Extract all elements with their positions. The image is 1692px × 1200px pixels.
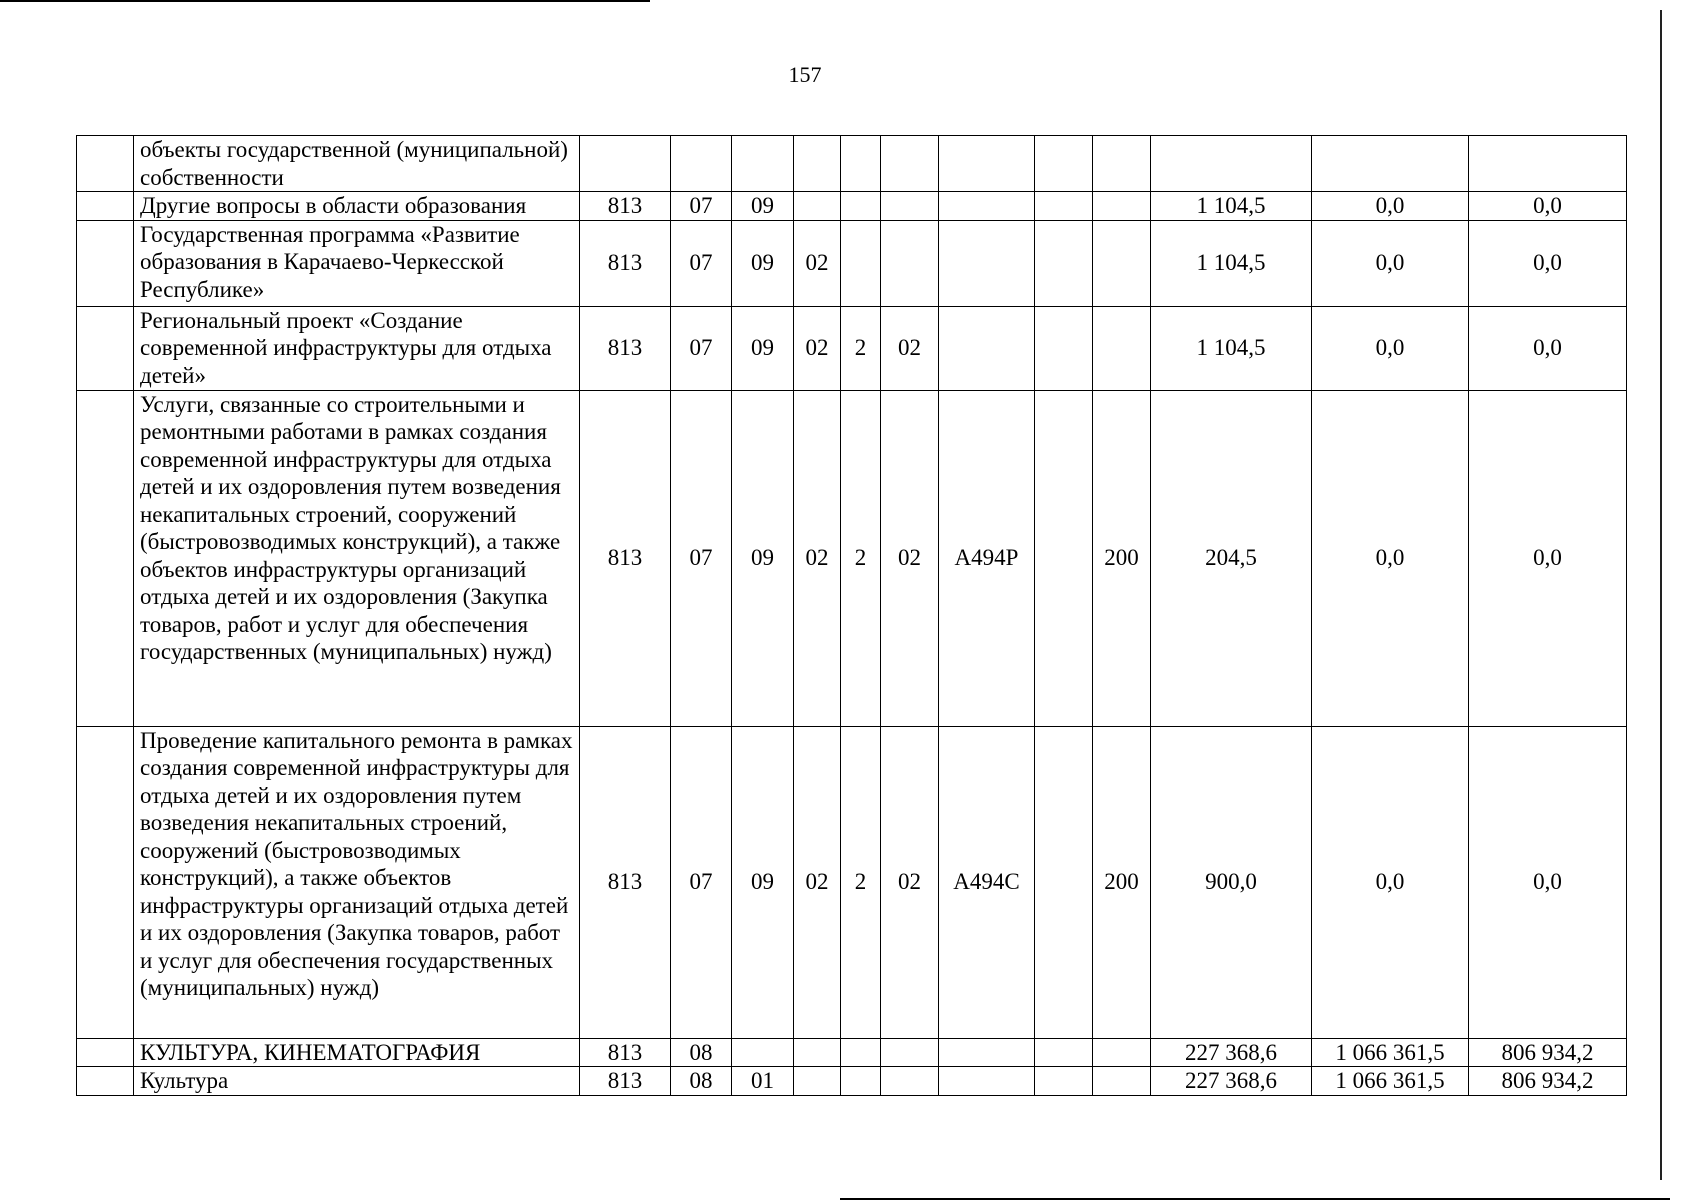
row-value-cell [1093,220,1151,306]
row-value-cell: 200 [1093,390,1151,726]
row-value-cell: 02 [794,726,841,1038]
row-value-cell: 09 [732,306,794,390]
row-value-cell [939,1067,1035,1096]
row-value-cell: 227 368,6 [1151,1067,1312,1096]
row-value-cell: 813 [580,726,671,1038]
row-index-cell [77,390,134,726]
row-value-cell [939,1038,1035,1067]
row-index-cell [77,220,134,306]
row-value-cell: 204,5 [1151,390,1312,726]
budget-table [76,135,1627,1096]
row-value-cell: 0,0 [1312,192,1469,221]
row-value-cell [841,1067,881,1096]
row-value-cell: 09 [732,726,794,1038]
table-row [77,1038,1627,1067]
row-value-cell: 07 [671,192,732,221]
row-index-cell [77,1038,134,1067]
row-name-cell: Региональный проект «Создание современной инфраструктуры для отдыха детей» [134,306,580,390]
row-value-cell [1312,136,1469,192]
row-value-cell: 09 [732,192,794,221]
row-value-cell: 813 [580,306,671,390]
row-value-cell [841,136,881,192]
row-value-cell: 0,0 [1469,220,1627,306]
row-value-cell: 02 [794,306,841,390]
row-value-cell: 07 [671,306,732,390]
row-value-cell: 0,0 [1312,220,1469,306]
table-row [77,1067,1627,1096]
row-value-cell: 2 [841,390,881,726]
row-value-cell: 813 [580,220,671,306]
row-value-cell [794,136,841,192]
row-value-cell: А494С [939,726,1035,1038]
row-value-cell [794,192,841,221]
row-value-cell: 813 [580,390,671,726]
row-value-cell: 813 [580,192,671,221]
row-value-cell: 0,0 [1469,390,1627,726]
row-value-cell [1093,306,1151,390]
table-row [77,306,1627,390]
row-name-cell: объекты государственной (муниципальной) собственности [134,136,580,192]
table-row [77,136,1627,192]
row-name-cell: Культура [134,1067,580,1096]
row-value-cell: 1 066 361,5 [1312,1038,1469,1067]
row-value-cell: 07 [671,390,732,726]
row-name-cell: Проведение капитального ремонта в рамках создания современной инфраструктуры для отдыха детей и их оздоровления путем возведения некапитальных строений, сооружений (быстровозводимых конструкций), а также объектов инфраструктуры организаций отдыха детей и их оздоровления (Закупка товаров, работ и услуг для обеспечения государственных (муниципальных) нужд) [134,726,580,1038]
row-value-cell: 02 [881,726,939,1038]
table-row [77,390,1627,726]
row-index-cell [77,1067,134,1096]
row-value-cell: 0,0 [1312,726,1469,1038]
row-value-cell [1035,136,1093,192]
row-value-cell [732,1038,794,1067]
row-value-cell: 08 [671,1038,732,1067]
row-value-cell: 1 104,5 [1151,192,1312,221]
row-value-cell: 806 934,2 [1469,1067,1627,1096]
row-value-cell [841,220,881,306]
row-value-cell: 813 [580,1067,671,1096]
row-value-cell: 09 [732,390,794,726]
row-name-cell: КУЛЬТУРА, КИНЕМАТОГРАФИЯ [134,1038,580,1067]
row-value-cell [1151,136,1312,192]
page-number: 157 [788,62,822,87]
row-value-cell: 1 104,5 [1151,306,1312,390]
row-value-cell [881,1038,939,1067]
row-value-cell [841,1038,881,1067]
row-value-cell [881,1067,939,1096]
row-value-cell: 02 [881,306,939,390]
row-value-cell: 1 066 361,5 [1312,1067,1469,1096]
row-index-cell [77,306,134,390]
row-value-cell [939,192,1035,221]
row-value-cell: 01 [732,1067,794,1096]
row-value-cell [939,306,1035,390]
row-value-cell [939,220,1035,306]
row-value-cell: 0,0 [1469,192,1627,221]
row-name-cell: Другие вопросы в области образования [134,192,580,221]
table-row [77,726,1627,1038]
row-value-cell [794,1067,841,1096]
row-value-cell: 02 [794,220,841,306]
row-value-cell [580,136,671,192]
row-value-cell: 813 [580,1038,671,1067]
row-value-cell: 900,0 [1151,726,1312,1038]
row-value-cell [939,136,1035,192]
row-name-cell: Услуги, связанные со строительными и ремонтными работами в рамках создания современной инфраструктуры для отдыха детей и их оздоровления путем возведения некапитальных строений, сооружений (быстровозводимых конструкций), а также объектов инфраструктуры организаций отдыха детей и их оздоровления (Закупка товаров, работ и услуг для обеспечения государственных (муниципальных) нужд) [134,390,580,726]
row-value-cell [794,1038,841,1067]
row-value-cell: 227 368,6 [1151,1038,1312,1067]
table-row [77,192,1627,221]
row-value-cell [1035,220,1093,306]
row-value-cell: 200 [1093,726,1151,1038]
row-value-cell [841,192,881,221]
row-value-cell [1035,1067,1093,1096]
row-value-cell: 07 [671,220,732,306]
row-value-cell [671,136,732,192]
row-value-cell [1093,136,1151,192]
scan-edge-right [1660,10,1662,1180]
row-value-cell [1093,1067,1151,1096]
row-value-cell: 2 [841,726,881,1038]
row-value-cell: 1 104,5 [1151,220,1312,306]
row-value-cell [881,192,939,221]
row-value-cell: 0,0 [1312,390,1469,726]
row-value-cell: 02 [794,390,841,726]
scan-edge-top [0,0,650,2]
table-body [77,136,1627,1096]
table-row [77,220,1627,306]
row-value-cell [881,136,939,192]
row-value-cell: 0,0 [1469,726,1627,1038]
row-index-cell [77,726,134,1038]
row-value-cell [1469,136,1627,192]
row-value-cell: 07 [671,726,732,1038]
row-name-cell: Государственная программа «Развитие образования в Карачаево-Черкесской Республике» [134,220,580,306]
row-value-cell: 08 [671,1067,732,1096]
row-value-cell: 2 [841,306,881,390]
row-value-cell [881,220,939,306]
row-index-cell [77,192,134,221]
row-value-cell [1035,390,1093,726]
row-value-cell [1035,192,1093,221]
row-value-cell [1035,726,1093,1038]
row-value-cell [1035,306,1093,390]
row-value-cell: 02 [881,390,939,726]
row-value-cell: 09 [732,220,794,306]
row-value-cell: 0,0 [1312,306,1469,390]
row-value-cell [732,136,794,192]
row-value-cell [1093,1038,1151,1067]
row-index-cell [77,136,134,192]
row-value-cell: А494Р [939,390,1035,726]
row-value-cell [1093,192,1151,221]
row-value-cell: 806 934,2 [1469,1038,1627,1067]
row-value-cell [1035,1038,1093,1067]
row-value-cell: 0,0 [1469,306,1627,390]
